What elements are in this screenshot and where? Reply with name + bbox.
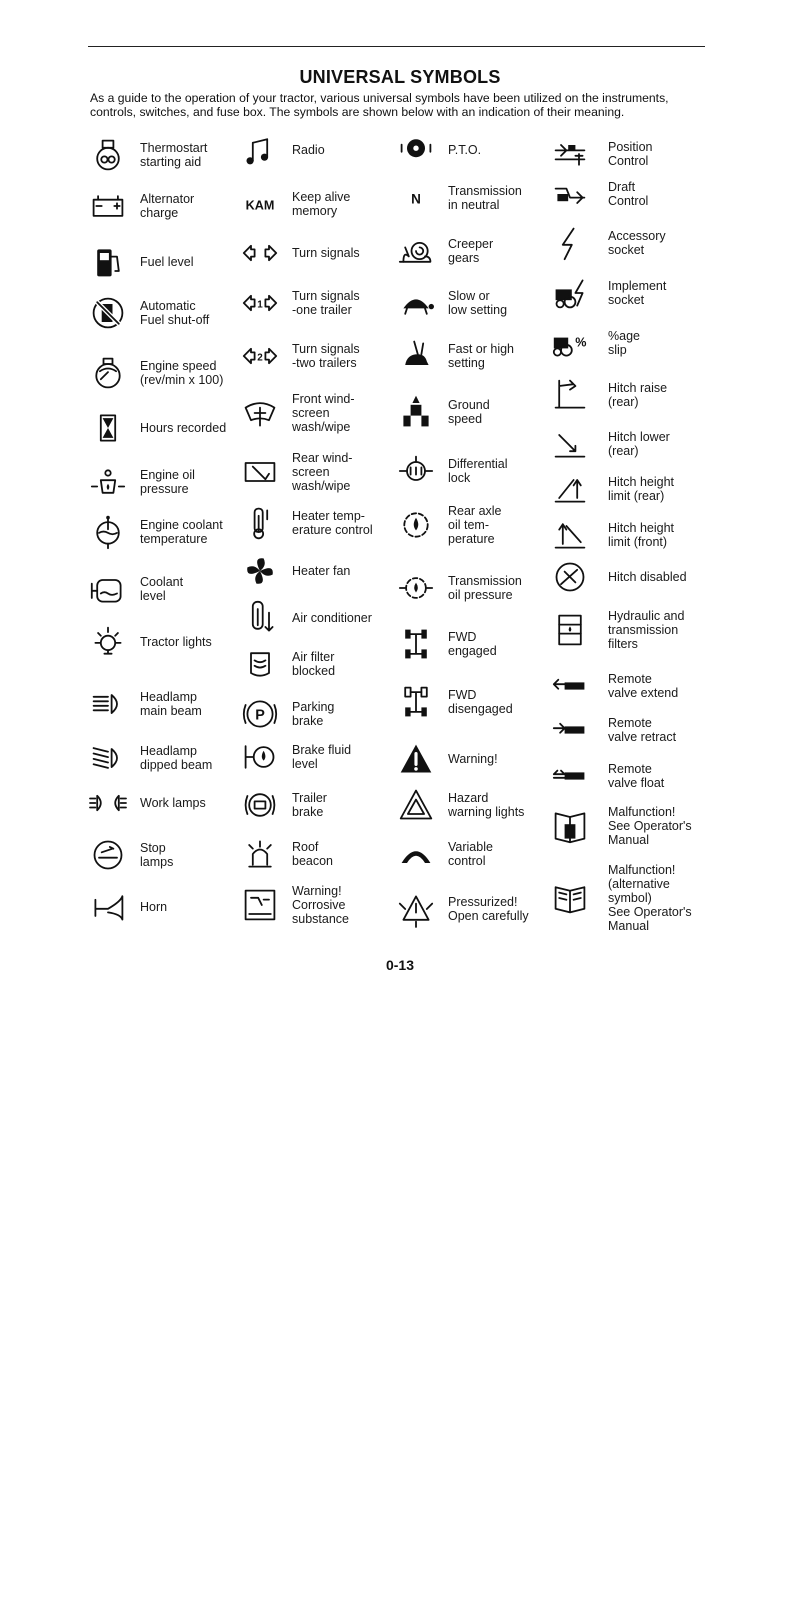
symbol-entry [550,464,730,514]
symbol-label: Malfunction! (alternative symbol) See Operator's Manual [608,863,692,933]
symbol-label: Parking brake [292,700,335,728]
kam-icon [240,184,280,224]
hydraulic-filter-icon [550,610,590,650]
corrosive-icon [240,885,280,925]
battery-icon [88,186,128,226]
svg-text:1: 1 [257,299,263,311]
symbol-entry [396,278,576,328]
symbol-entry [550,705,730,755]
symbol-label: Heater fan [292,564,351,578]
symbol-entry [550,318,730,368]
symbol-label: Hitch lower (rear) [608,430,670,458]
symbol-label: Remote valve float [608,762,665,790]
symbol-label: Accessory socket [608,229,666,257]
symbol-label: Air conditioner [292,611,372,625]
music-note-icon [240,130,280,170]
symbol-label: Draft Control [608,180,649,208]
symbol-label: Position Control [608,140,653,168]
warning-icon [396,739,436,779]
draft-control-icon [550,174,590,214]
trans-oil-pressure-icon [396,568,436,608]
symbol-entry [396,500,576,550]
symbol-label: Coolant level [140,575,184,603]
symbol-entry [240,388,420,438]
hare-icon [396,336,436,376]
symbol-label: Transmission in neutral [448,184,522,212]
symbol-label: Hitch height limit (rear) [608,475,675,503]
diff-lock-icon [396,451,436,491]
coolant-temp-icon [88,512,128,552]
coolant-level-icon [88,569,128,609]
symbol-label: Engine oil pressure [140,468,195,496]
symbol-label: Transmission oil pressure [448,574,522,602]
symbol-label: FWD disengaged [448,688,513,716]
symbol-label: Headlamp dipped beam [140,744,213,772]
trailer-brake-icon [240,785,280,825]
symbol-entry [396,734,576,784]
symbol-label: Thermostart starting aid [140,141,208,169]
symbol-entry [240,331,420,381]
symbol-label: Alternator charge [140,192,195,220]
symbol-entry [396,677,576,727]
symbol-entry [396,173,576,223]
symbol-entry [240,498,420,548]
horn-icon [88,887,128,927]
symbol-entry [240,546,420,596]
symbol-label: Turn signals [292,246,360,260]
fan-icon [240,551,280,591]
position-control-icon [550,134,590,174]
front-wiper-icon [240,393,280,433]
tortoise-icon [396,283,436,323]
pressurized-icon [396,889,436,929]
symbol-label: Hitch height limit (front) [608,521,675,549]
symbol-entry [550,419,730,469]
symbol-label: Hours recorded [140,421,227,435]
symbol-entry [396,829,576,879]
symbol-label: Hitch raise (rear) [608,381,668,409]
brake-fluid-icon [240,737,280,777]
symbol-label: Turn signals -one trailer [292,289,360,317]
intro-paragraph: As a guide to the operation of your tractor, various universal symbols have been utilized on the instruments, controls, switches, and fuse box. The symbols are shown below with an indication of their meaning. [90,91,669,119]
symbol-label: Fast or high setting [448,342,515,370]
parking-brake-icon [240,694,280,734]
valve-float-icon [550,756,590,796]
turn-signal-one-icon [240,283,280,323]
symbol-label: Pressurized! Open carefully [448,895,529,923]
svg-text:P: P [255,707,265,724]
symbol-label: Implement socket [608,279,667,307]
symbol-entry [240,447,420,497]
symbol-entry [550,268,730,318]
symbol-label: Warning! Corrosive substance [292,884,349,926]
symbol-entry [240,732,420,782]
symbol-entry [240,125,420,175]
symbol-label: Rear axle oil tem- perature [448,504,502,546]
hazard-icon [396,785,436,825]
symbol-entry [240,228,420,278]
top-rule [88,46,705,47]
symbol-entry [240,639,420,689]
symbol-entry [550,605,730,655]
symbol-entry [240,278,420,328]
symbol-label: Automatic Fuel shut-off [140,299,210,327]
valve-retract-icon [550,710,590,750]
symbol-entry [240,593,420,643]
symbol-label: Horn [140,900,168,914]
accessory-socket-icon [550,223,590,263]
page-number: 0-13 [385,957,415,973]
snail-icon [396,231,436,271]
symbol-entry [240,780,420,830]
symbol-entry [396,780,576,830]
symbol-label: Stop lamps [140,841,174,869]
fwd-engaged-icon [396,624,436,664]
rear-wiper-icon [240,452,280,492]
symbol-label: %age slip [608,329,640,357]
symbol-label: Keep alive memory [292,190,351,218]
implement-socket-icon [550,273,590,313]
fwd-disengaged-icon [396,682,436,722]
symbol-label: Tractor lights [140,635,212,649]
pto-icon [396,130,436,170]
symbol-label: Radio [292,143,325,157]
symbol-entry [396,226,576,276]
hourglass-icon [88,408,128,448]
symbol-label: Roof beacon [292,840,334,868]
symbol-entry [396,387,576,437]
symbol-label: Fuel level [140,255,194,269]
symbol-label: Differential lock [448,457,508,485]
symbol-label: Warning! [448,752,498,766]
turn-signals-icon [240,233,280,273]
symbol-label: Brake fluid level [292,743,352,771]
main-beam-icon [88,684,128,724]
symbol-label: Variable control [448,840,493,868]
valve-extend-icon [550,666,590,706]
air-filter-icon [240,644,280,684]
symbol-entry [550,169,730,219]
symbol-entry [550,661,730,711]
heater-temp-icon [240,503,280,543]
symbol-entry [550,552,730,602]
variable-control-icon [396,834,436,874]
symbol-entry [240,829,420,879]
symbol-label: Remote valve retract [608,716,677,744]
symbol-entry [550,863,730,933]
turn-signal-two-icon [240,336,280,376]
hitch-height-front-icon [550,515,590,555]
fuel-shutoff-icon [88,293,128,333]
symbol-entry [396,446,576,496]
air-conditioner-icon [240,598,280,638]
fuel-pump-icon [88,242,128,282]
slip-icon [550,323,590,363]
book-icon [550,878,590,918]
ground-speed-icon [396,392,436,432]
neutral-icon [396,178,436,218]
symbol-label: Ground speed [448,398,490,426]
symbol-label: Rear wind- screen wash/wipe [292,451,353,493]
hitch-height-rear-icon [550,469,590,509]
svg-text:KAM: KAM [245,198,275,213]
symbol-label: Malfunction! See Operator's Manual [608,805,692,847]
symbol-entry [550,370,730,420]
symbol-label: Hazard warning lights [448,791,525,819]
svg-text:N: N [411,191,421,207]
symbol-label: Front wind- screen wash/wipe [292,392,355,434]
symbol-entry [396,563,576,613]
symbol-label: Creeper gears [448,237,494,265]
symbol-label: FWD engaged [448,630,497,658]
hitch-raise-icon [550,375,590,415]
symbol-label: Hydraulic and transmission filters [608,609,685,651]
dipped-beam-icon [88,738,128,778]
symbol-entry [240,179,420,229]
symbol-label: Heater temp- erature control [292,509,373,537]
symbol-label: Headlamp main beam [140,690,202,718]
roof-beacon-icon [240,834,280,874]
symbol-entry [550,218,730,268]
symbol-label: Hitch disabled [608,570,687,584]
symbol-label: Engine speed (rev/min x 100) [140,359,224,387]
svg-text:%: % [575,335,587,350]
axle-oil-temp-icon [396,505,436,545]
hitch-lower-icon [550,424,590,464]
symbol-entry [396,125,576,175]
symbol-label: P.T.O. [448,143,482,157]
hitch-disabled-icon [550,557,590,597]
engine-speed-icon [88,353,128,393]
symbol-label: Slow or low setting [448,289,508,317]
symbol-label: Engine coolant temperature [140,518,223,546]
svg-text:2: 2 [257,352,263,364]
symbol-entry [396,331,576,381]
manual-icon [550,806,590,846]
symbol-entry [396,884,576,934]
thermostart-icon [88,135,128,175]
oil-can-icon [88,462,128,502]
symbol-entry [550,801,730,851]
symbol-label: Remote valve extend [608,672,679,700]
symbol-label: Trailer brake [292,791,327,819]
symbol-entry [550,751,730,801]
light-bulb-icon [88,622,128,662]
symbol-label: Air filter blocked [292,650,336,678]
page-title: UNIVERSAL SYMBOLS [299,67,501,87]
work-lamps-icon [88,783,128,823]
stop-lamp-icon [88,835,128,875]
symbol-label: Work lamps [140,796,206,810]
symbol-label: Turn signals -two trailers [292,342,360,370]
symbol-entry [240,880,420,930]
symbol-entry [396,619,576,669]
